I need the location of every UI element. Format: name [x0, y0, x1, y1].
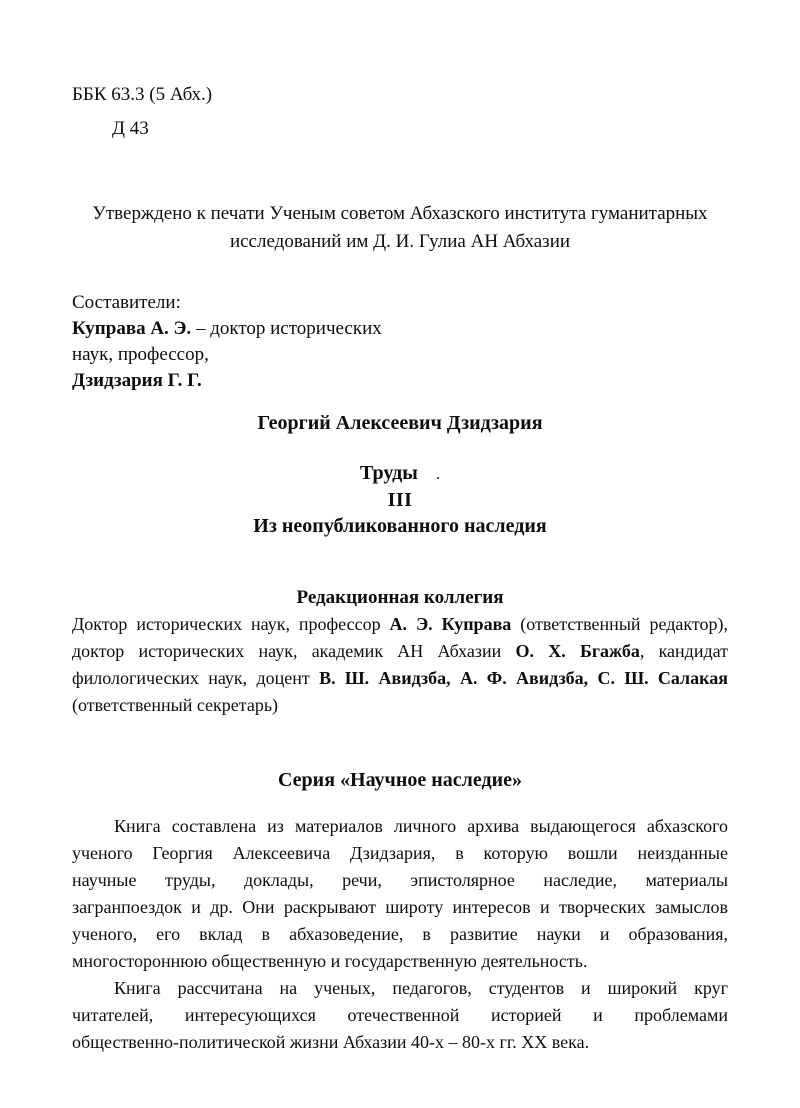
text-segment: , кандидат	[639, 641, 729, 661]
text-line	[72, 921, 728, 948]
book-title-label: Труды	[359, 462, 418, 484]
text-line	[72, 813, 728, 840]
text-line	[72, 342, 728, 368]
editorial-board-list	[72, 611, 728, 719]
bold-text-segment: О. Х. Бгажба	[515, 641, 640, 661]
approval-note	[72, 200, 728, 256]
text-segment: филологических наук, доцент	[72, 668, 320, 688]
text-line	[72, 840, 728, 867]
text-line	[72, 665, 728, 692]
book-subtitle: Из неопубликованного наследия	[253, 515, 547, 537]
text-line	[72, 290, 728, 316]
text-segment: научные труды, доклады, речи, эпистолярное наследие, материалы	[72, 870, 728, 890]
text-segment: наук, профессор,	[72, 344, 209, 365]
text-line	[72, 692, 728, 719]
annotation-paragraph-2	[72, 975, 728, 1056]
compilers-block	[72, 290, 728, 394]
series-name: Серия «Научное наследие»	[277, 769, 522, 791]
bbk-classification: ББК 63.3 (5 Абх.)	[72, 84, 213, 105]
text-line	[72, 638, 728, 665]
text-segment: доктор исторических наук, академик АН Абхазии	[72, 641, 516, 661]
approval-line-1: Утверждено к печати Ученым советом Абхазского института гуманитарных	[92, 203, 708, 224]
text-segment: (ответственный секретарь)	[72, 695, 279, 715]
text-segment: Доктор исторических наук, профессор	[72, 614, 390, 634]
editorial-board-heading: Редакционная коллегия	[296, 587, 504, 608]
text-segment: загранпоездок и др. Они раскрывают широту интересов и творческих замыслов	[72, 897, 728, 917]
text-segment: – доктор исторических	[191, 318, 382, 339]
bold-text-segment: Дзидзария Г. Г.	[72, 370, 202, 391]
bold-text-segment: Куправа А. Э.	[72, 318, 192, 339]
text-line	[72, 867, 728, 894]
text-line	[72, 1029, 728, 1056]
approval-line-2: исследований им Д. И. Гулиа АН Абхазии	[229, 231, 571, 252]
bold-text-segment: А. Э. Куправа	[389, 614, 512, 634]
author-sign-code: Д 43	[112, 118, 149, 139]
text-line	[72, 894, 728, 921]
text-segment: ученого Георгия Алексеевича Дзидзария, в которую вошли неизданные	[72, 843, 728, 863]
text-segment: Книга составлена из материалов личного архива выдающегося абхазского	[114, 816, 728, 836]
book-author: Георгий Алексеевич Дзидзария	[257, 412, 543, 434]
text-segment: общественно-политической жизни Абхазии 40-х – 80-х гг. XX века.	[72, 1032, 590, 1052]
volume-number: III	[387, 489, 413, 511]
text-line	[72, 975, 728, 1002]
text-segment: многостороннюю общественную и государственную деятельность.	[72, 951, 588, 971]
book-title	[72, 460, 728, 487]
text-segment: читателей, интересующихся отечественной историей и проблемами	[72, 1005, 728, 1025]
text-segment: Составители:	[72, 292, 181, 313]
text-line	[72, 948, 728, 975]
text-line	[72, 1002, 728, 1029]
scan-artifact-dot: .	[435, 464, 441, 483]
text-segment: Книга рассчитана на ученых, педагогов, студентов и широкий круг	[114, 978, 728, 998]
text-line	[72, 316, 728, 342]
text-segment: (ответственный редактор),	[511, 614, 728, 634]
text-line	[72, 368, 728, 394]
text-line	[72, 611, 728, 638]
text-segment: ученого, его вклад в абхазоведение, в развитие науки и образования,	[72, 924, 728, 944]
bold-text-segment: В. Ш. Авидзба, А. Ф. Авидзба, С. Ш. Салакая	[319, 668, 728, 688]
annotation-paragraph-1	[72, 813, 728, 975]
